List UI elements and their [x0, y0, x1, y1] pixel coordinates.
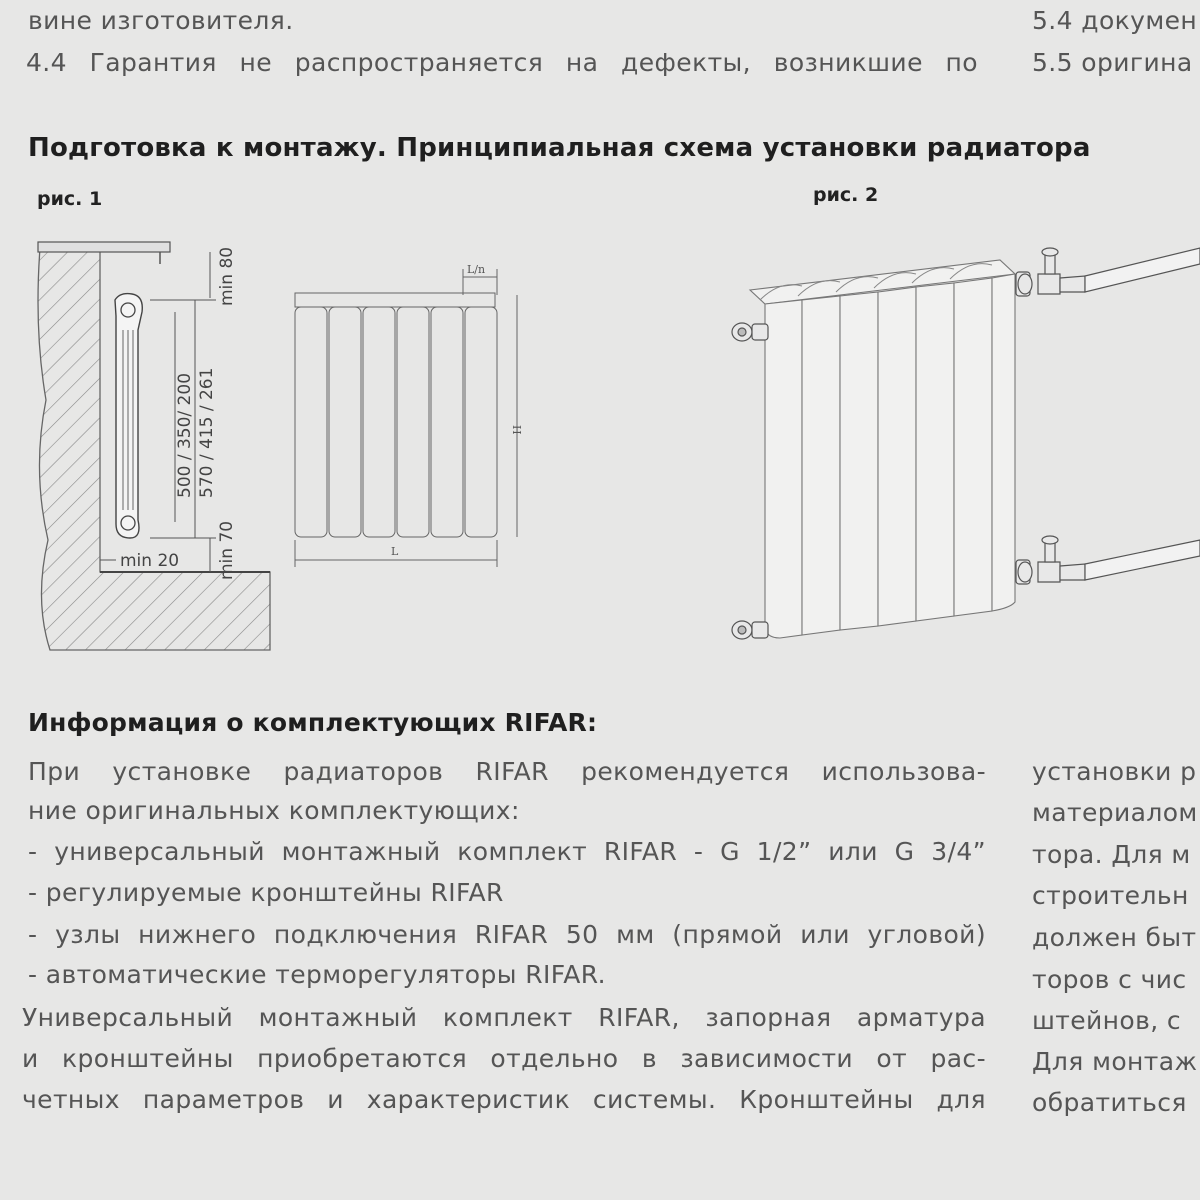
paragraph-line-8: и кронштейны приобретаются отдельно в зависимости от рас-	[22, 1044, 986, 1073]
paragraph-line-6: - автоматические терморегуляторы RIFAR.	[28, 960, 606, 989]
paragraph-line-9: четных параметров и характеристик системы. Кронштейны для	[22, 1085, 986, 1114]
figure-2-radiator-perspective	[720, 230, 1200, 670]
paragraph-line-3: - универсальный монтажный комплект RIFAR - G 1/2” или G 3/4”	[28, 837, 986, 866]
figure-1-side-view	[20, 220, 280, 680]
paragraph-line-2: ние оригинальных комплектующих:	[28, 796, 520, 825]
figure-caption-2: рис. 2	[813, 184, 879, 206]
text-line-top-2: 4.4 Гарантия не распространяется на дефекты, возникшие по	[26, 48, 978, 77]
text-right-top-2: 5.5 оригина	[1032, 48, 1193, 77]
right-column-line-4: строительн	[1032, 881, 1189, 910]
right-column-line-9: обратиться	[1032, 1088, 1187, 1117]
label-length: L	[391, 545, 399, 558]
dim-height-a: 500 / 350/ 200	[175, 372, 195, 498]
figure-caption-1: рис. 1	[37, 188, 103, 210]
dim-min-20: min 20	[120, 551, 180, 571]
right-column-line-5: должен быт	[1032, 923, 1197, 952]
dim-min-70: min 70	[217, 520, 237, 580]
right-column-line-2: материалом	[1032, 798, 1198, 827]
text-right-top-1: 5.4 докумен	[1032, 6, 1198, 35]
right-column-line-8: Для монтаж	[1032, 1047, 1198, 1076]
paragraph-line-1: При установке радиаторов RIFAR рекомендуется использова-	[28, 757, 986, 786]
right-column-line-6: торов с чис	[1032, 965, 1187, 994]
dim-min-80: min 80	[217, 246, 237, 306]
section-heading-installation: Подготовка к монтажу. Принципиальная схема установки радиатора	[28, 133, 1091, 163]
figure-1-front-view	[285, 255, 545, 575]
paragraph-line-7: Универсальный монтажный комплект RIFAR, запорная арматура	[22, 1003, 986, 1032]
text-line-top-1: вине изготовителя.	[28, 6, 294, 35]
right-column-line-7: штейнов, с	[1032, 1006, 1182, 1035]
section-heading-components: Информация о комплектующих RIFAR:	[28, 708, 598, 737]
right-column-line-3: тора. Для м	[1032, 840, 1191, 869]
paragraph-line-4: - регулируемые кронштейны RIFAR	[28, 878, 504, 907]
label-section-width: L/n	[467, 263, 486, 276]
dim-height-b: 570 / 415 / 261	[197, 367, 217, 498]
paragraph-line-5: - узлы нижнего подключения RIFAR 50 мм (прямой или угловой)	[28, 920, 986, 949]
right-column-line-1: установки р	[1032, 757, 1197, 786]
label-height: H	[510, 425, 523, 435]
